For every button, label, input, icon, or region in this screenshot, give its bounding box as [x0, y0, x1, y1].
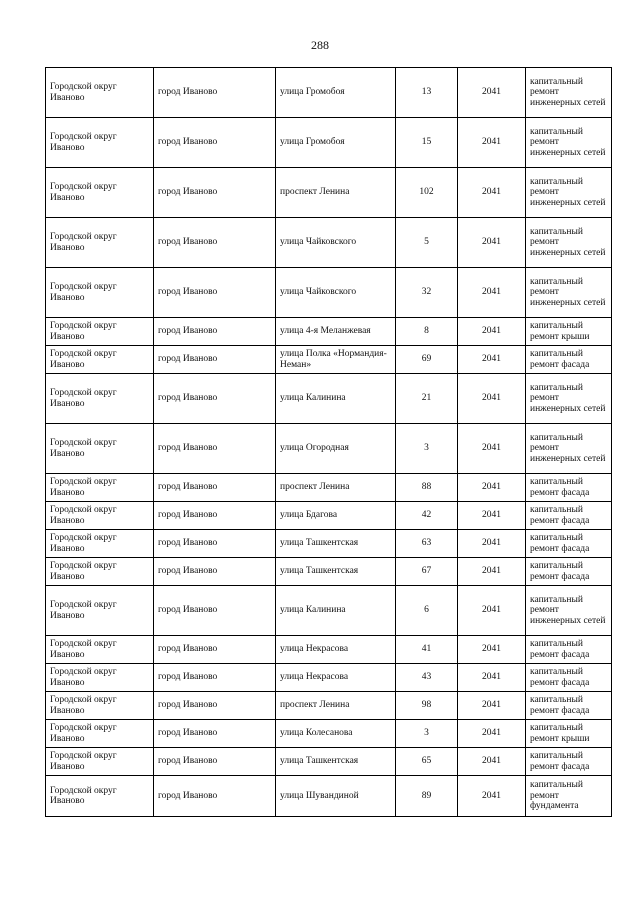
street-cell: улица Чайковского [276, 268, 396, 318]
district-cell: Городской округ Иваново [46, 530, 154, 558]
work-type-cell: капитальный ремонт фундамента [526, 776, 612, 817]
work-type-cell: капитальный ремонт инженерных сетей [526, 268, 612, 318]
house-number-cell: 42 [396, 502, 458, 530]
street-cell: улица Огородная [276, 424, 396, 474]
district-cell: Городской округ Иваново [46, 168, 154, 218]
house-number-cell: 88 [396, 474, 458, 502]
settlement-cell: город Иваново [154, 68, 276, 118]
settlement-cell: город Иваново [154, 318, 276, 346]
street-cell: улица Некрасова [276, 636, 396, 664]
house-number-cell: 89 [396, 776, 458, 817]
year-cell: 2041 [458, 692, 526, 720]
settlement-cell: город Иваново [154, 748, 276, 776]
table-row [46, 268, 612, 318]
district-cell: Городской округ Иваново [46, 502, 154, 530]
table-row [46, 374, 612, 424]
table-row [46, 692, 612, 720]
year-cell: 2041 [458, 268, 526, 318]
settlement-cell: город Иваново [154, 720, 276, 748]
work-type-cell: капитальный ремонт фасада [526, 748, 612, 776]
house-number-cell: 3 [396, 424, 458, 474]
settlement-cell: город Иваново [154, 558, 276, 586]
house-number-cell: 3 [396, 720, 458, 748]
settlement-cell: город Иваново [154, 530, 276, 558]
table-row [46, 502, 612, 530]
district-cell: Городской округ Иваново [46, 68, 154, 118]
house-number-cell: 32 [396, 268, 458, 318]
work-type-cell: капитальный ремонт фасада [526, 474, 612, 502]
table-row [46, 530, 612, 558]
table-row [46, 720, 612, 748]
street-cell: улица Бдагова [276, 502, 396, 530]
settlement-cell: город Иваново [154, 168, 276, 218]
street-cell: улица Некрасова [276, 664, 396, 692]
year-cell: 2041 [458, 374, 526, 424]
settlement-cell: город Иваново [154, 586, 276, 636]
work-type-cell: капитальный ремонт фасада [526, 530, 612, 558]
district-cell: Городской округ Иваново [46, 268, 154, 318]
year-cell: 2041 [458, 68, 526, 118]
table-row [46, 118, 612, 168]
table-row [46, 168, 612, 218]
settlement-cell: город Иваново [154, 474, 276, 502]
settlement-cell: город Иваново [154, 424, 276, 474]
year-cell: 2041 [458, 346, 526, 374]
house-number-cell: 69 [396, 346, 458, 374]
work-type-cell: капитальный ремонт инженерных сетей [526, 424, 612, 474]
year-cell: 2041 [458, 318, 526, 346]
district-cell: Городской округ Иваново [46, 346, 154, 374]
settlement-cell: город Иваново [154, 374, 276, 424]
street-cell: улица Колесанова [276, 720, 396, 748]
year-cell: 2041 [458, 720, 526, 748]
table-row [46, 318, 612, 346]
table-row [46, 776, 612, 817]
table-body [46, 68, 612, 817]
table-row [46, 474, 612, 502]
house-number-cell: 98 [396, 692, 458, 720]
table-row [46, 68, 612, 118]
year-cell: 2041 [458, 474, 526, 502]
district-cell: Городской округ Иваново [46, 776, 154, 817]
street-cell: улица Шувандиной [276, 776, 396, 817]
district-cell: Городской округ Иваново [46, 424, 154, 474]
work-type-cell: капитальный ремонт фасада [526, 502, 612, 530]
table-row [46, 558, 612, 586]
table-row [46, 748, 612, 776]
house-number-cell: 13 [396, 68, 458, 118]
work-type-cell: капитальный ремонт фасада [526, 346, 612, 374]
work-type-cell: капитальный ремонт инженерных сетей [526, 68, 612, 118]
street-cell: улица Полка «Нормандия-Неман» [276, 346, 396, 374]
settlement-cell: город Иваново [154, 346, 276, 374]
district-cell: Городской округ Иваново [46, 692, 154, 720]
work-type-cell: капитальный ремонт инженерных сетей [526, 218, 612, 268]
year-cell: 2041 [458, 424, 526, 474]
district-cell: Городской округ Иваново [46, 318, 154, 346]
street-cell: проспект Ленина [276, 692, 396, 720]
settlement-cell: город Иваново [154, 502, 276, 530]
work-type-cell: капитальный ремонт фасада [526, 664, 612, 692]
year-cell: 2041 [458, 168, 526, 218]
year-cell: 2041 [458, 218, 526, 268]
house-number-cell: 21 [396, 374, 458, 424]
work-type-cell: капитальный ремонт крыши [526, 318, 612, 346]
settlement-cell: город Иваново [154, 776, 276, 817]
settlement-cell: город Иваново [154, 118, 276, 168]
house-number-cell: 102 [396, 168, 458, 218]
house-number-cell: 65 [396, 748, 458, 776]
work-type-cell: капитальный ремонт фасада [526, 636, 612, 664]
district-cell: Городской округ Иваново [46, 558, 154, 586]
work-type-cell: капитальный ремонт фасада [526, 558, 612, 586]
house-number-cell: 8 [396, 318, 458, 346]
table-row [46, 636, 612, 664]
work-type-cell: капитальный ремонт крыши [526, 720, 612, 748]
street-cell: улица Калинина [276, 374, 396, 424]
district-cell: Городской округ Иваново [46, 218, 154, 268]
district-cell: Городской округ Иваново [46, 118, 154, 168]
street-cell: улица Чайковского [276, 218, 396, 268]
district-cell: Городской округ Иваново [46, 586, 154, 636]
street-cell: проспект Ленина [276, 474, 396, 502]
work-type-cell: капитальный ремонт инженерных сетей [526, 374, 612, 424]
settlement-cell: город Иваново [154, 692, 276, 720]
work-type-cell: капитальный ремонт инженерных сетей [526, 168, 612, 218]
district-cell: Городской округ Иваново [46, 636, 154, 664]
house-number-cell: 15 [396, 118, 458, 168]
street-cell: проспект Ленина [276, 168, 396, 218]
district-cell: Городской округ Иваново [46, 748, 154, 776]
district-cell: Городской округ Иваново [46, 374, 154, 424]
house-number-cell: 5 [396, 218, 458, 268]
house-number-cell: 41 [396, 636, 458, 664]
table-row [46, 218, 612, 268]
settlement-cell: город Иваново [154, 636, 276, 664]
year-cell: 2041 [458, 558, 526, 586]
table-row [46, 424, 612, 474]
house-number-cell: 6 [396, 586, 458, 636]
year-cell: 2041 [458, 502, 526, 530]
work-type-cell: капитальный ремонт инженерных сетей [526, 586, 612, 636]
year-cell: 2041 [458, 636, 526, 664]
year-cell: 2041 [458, 664, 526, 692]
year-cell: 2041 [458, 118, 526, 168]
year-cell: 2041 [458, 586, 526, 636]
house-number-cell: 43 [396, 664, 458, 692]
district-cell: Городской округ Иваново [46, 720, 154, 748]
year-cell: 2041 [458, 776, 526, 817]
table-row [46, 664, 612, 692]
street-cell: улица Ташкентская [276, 748, 396, 776]
settlement-cell: город Иваново [154, 664, 276, 692]
table-row [46, 586, 612, 636]
street-cell: улица 4-я Меланжевая [276, 318, 396, 346]
year-cell: 2041 [458, 530, 526, 558]
year-cell: 2041 [458, 748, 526, 776]
street-cell: улица Калинина [276, 586, 396, 636]
table-row [46, 346, 612, 374]
house-number-cell: 67 [396, 558, 458, 586]
housing-repair-table [45, 67, 612, 817]
street-cell: улица Громобоя [276, 118, 396, 168]
settlement-cell: город Иваново [154, 218, 276, 268]
work-type-cell: капитальный ремонт инженерных сетей [526, 118, 612, 168]
settlement-cell: город Иваново [154, 268, 276, 318]
district-cell: Городской округ Иваново [46, 474, 154, 502]
street-cell: улица Громобоя [276, 68, 396, 118]
district-cell: Городской округ Иваново [46, 664, 154, 692]
work-type-cell: капитальный ремонт фасада [526, 692, 612, 720]
page-number: 288 [311, 38, 329, 52]
street-cell: улица Ташкентская [276, 558, 396, 586]
street-cell: улица Ташкентская [276, 530, 396, 558]
house-number-cell: 63 [396, 530, 458, 558]
